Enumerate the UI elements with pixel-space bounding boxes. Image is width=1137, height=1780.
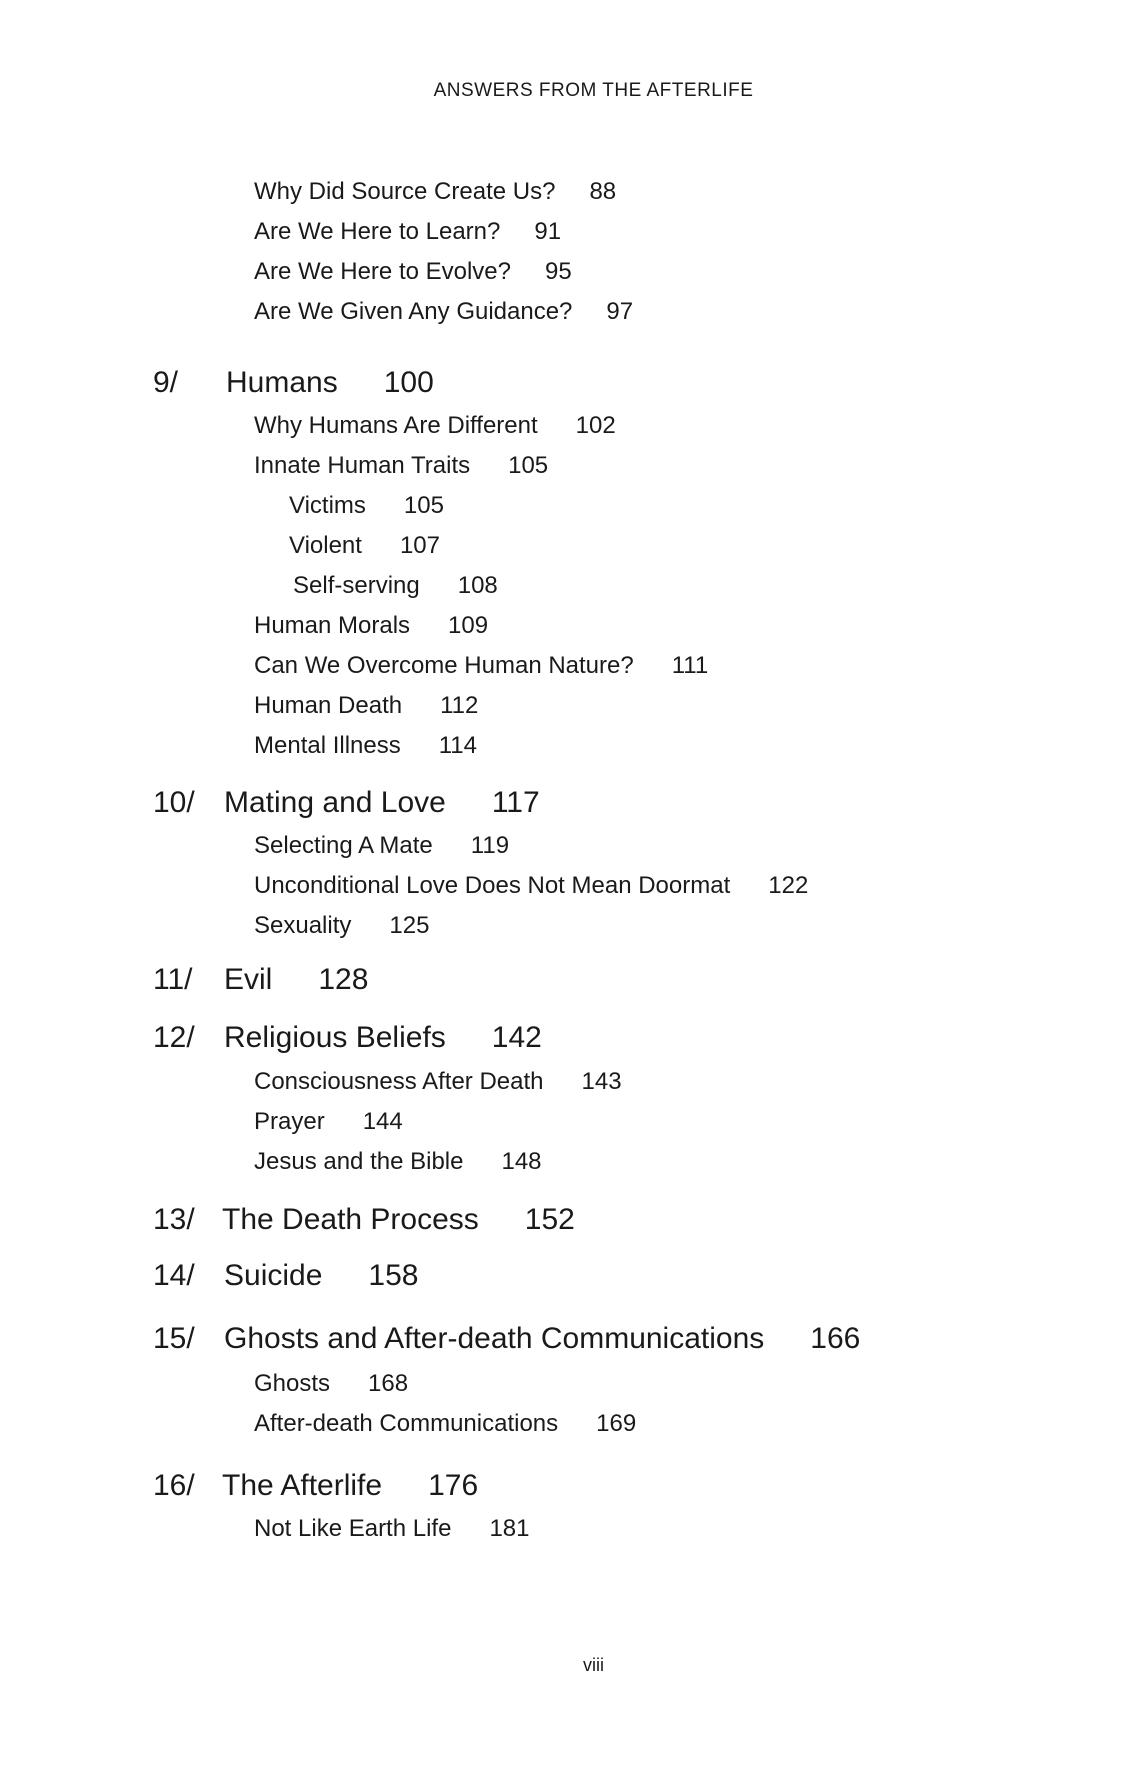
toc-entry-title: After-death Communications bbox=[254, 1410, 559, 1437]
toc-entry-page: 105 bbox=[403, 492, 444, 519]
toc-entry-page: 95 bbox=[545, 258, 572, 285]
toc-entry-page: 125 bbox=[389, 912, 430, 939]
chapter-page: 117 bbox=[491, 786, 540, 819]
toc-entry-title: Consciousness After Death bbox=[254, 1068, 544, 1095]
toc-entry[interactable] bbox=[254, 732, 477, 760]
toc-entry-page: 122 bbox=[768, 872, 809, 899]
toc-entry[interactable] bbox=[254, 1515, 529, 1543]
chapter-page: 100 bbox=[383, 366, 434, 399]
toc-entry-title: Human Morals bbox=[254, 612, 411, 639]
toc-entry[interactable] bbox=[254, 612, 488, 640]
toc-entry[interactable] bbox=[254, 298, 633, 326]
chapter-title: Religious Beliefs 142 bbox=[224, 1021, 542, 1054]
toc-entry[interactable] bbox=[254, 872, 808, 900]
toc-entry-title: Not Like Earth Life bbox=[254, 1515, 452, 1542]
toc-entry-title: Unconditional Love Does Not Mean Doormat bbox=[254, 872, 731, 899]
chapter-number: 12/ bbox=[153, 1021, 195, 1054]
toc-entry[interactable] bbox=[289, 492, 444, 520]
toc-entry[interactable] bbox=[254, 692, 478, 720]
toc-entry-page: 181 bbox=[489, 1515, 530, 1542]
toc-entry[interactable] bbox=[254, 452, 548, 480]
toc-entry-title: Jesus and the Bible bbox=[254, 1148, 464, 1175]
chapter-page: 128 bbox=[318, 963, 369, 996]
toc-entry[interactable] bbox=[254, 1410, 636, 1438]
toc-entry[interactable] bbox=[254, 1148, 542, 1176]
toc-entry-title: Violent bbox=[289, 532, 362, 559]
chapter-page: 142 bbox=[491, 1021, 542, 1054]
toc-entry-page: 168 bbox=[368, 1370, 409, 1397]
toc-entry-title: Are We Given Any Guidance? bbox=[254, 298, 573, 325]
chapter-page: 158 bbox=[368, 1259, 419, 1292]
chapter-number: 15/ bbox=[153, 1322, 195, 1355]
toc-entry[interactable] bbox=[254, 1068, 622, 1096]
toc-entry[interactable] bbox=[254, 218, 561, 246]
chapter-number: 13/ bbox=[153, 1203, 195, 1236]
toc-entry-page: 109 bbox=[448, 612, 489, 639]
toc-entry-page: 108 bbox=[457, 572, 498, 599]
chapter-number: 10/ bbox=[153, 786, 195, 819]
toc-entry-title: Why Did Source Create Us? bbox=[254, 178, 556, 205]
toc-entry[interactable] bbox=[289, 532, 440, 560]
toc-entry-title: Innate Human Traits bbox=[254, 452, 471, 479]
toc-entry[interactable] bbox=[254, 832, 509, 860]
chapter-number: 11/ bbox=[153, 963, 193, 996]
toc-entry-page: 102 bbox=[575, 412, 616, 439]
running-header: ANSWERS FROM THE AFTERLIFE bbox=[433, 80, 754, 101]
chapter-title: The Afterlife 176 bbox=[222, 1469, 479, 1502]
toc-entry-title: Sexuality bbox=[254, 912, 352, 939]
toc-entry-page: 111 bbox=[671, 652, 709, 679]
toc-entry-title: Are We Here to Evolve? bbox=[254, 258, 512, 285]
chapter-page: 166 bbox=[810, 1322, 861, 1355]
chapter-title: The Death Process 152 bbox=[222, 1203, 575, 1236]
chapter-title: Ghosts and After-death Communications 166 bbox=[224, 1322, 861, 1355]
toc-entry[interactable] bbox=[254, 1108, 403, 1136]
toc-entry-page: 114 bbox=[438, 732, 477, 759]
toc-entry-title: Can We Overcome Human Nature? bbox=[254, 652, 634, 679]
toc-entry-page: 97 bbox=[606, 298, 634, 325]
chapter-number: 9/ bbox=[153, 366, 179, 399]
toc-entry-title: Why Humans Are Different bbox=[254, 412, 538, 439]
chapter-title: Suicide 158 bbox=[224, 1259, 419, 1292]
toc-entry-page: 119 bbox=[470, 832, 510, 859]
toc-entry-title: Are We Here to Learn? bbox=[254, 218, 501, 245]
chapter-page: 152 bbox=[524, 1203, 575, 1236]
chapter-number: 14/ bbox=[153, 1259, 195, 1292]
toc-entry-title: Victims bbox=[289, 492, 366, 519]
toc-entry[interactable] bbox=[254, 178, 616, 206]
chapter-title: Humans 100 bbox=[226, 366, 434, 399]
toc-entry-page: 143 bbox=[581, 1068, 622, 1095]
toc-entry-title: Ghosts bbox=[254, 1370, 331, 1397]
toc-entry-page: 112 bbox=[440, 692, 479, 719]
toc-entry-title: Self-serving bbox=[293, 572, 420, 599]
toc-entry-title: Selecting A Mate bbox=[254, 832, 433, 859]
toc-entry-title: Prayer bbox=[254, 1108, 325, 1135]
toc-entry-page: 88 bbox=[589, 178, 617, 205]
toc-entry[interactable] bbox=[254, 258, 572, 286]
toc-entry[interactable] bbox=[254, 412, 616, 440]
toc-entry-page: 169 bbox=[596, 1410, 637, 1437]
chapter-title: Evil 128 bbox=[224, 963, 369, 996]
toc-entry[interactable] bbox=[254, 652, 708, 680]
toc-entry-title: Human Death bbox=[254, 692, 403, 719]
chapter-number: 16/ bbox=[153, 1469, 195, 1502]
toc-entry[interactable] bbox=[254, 912, 429, 940]
toc-entry-page: 107 bbox=[399, 532, 440, 559]
toc-entry-page: 148 bbox=[501, 1148, 542, 1175]
chapter-page: 176 bbox=[428, 1469, 479, 1502]
toc-entry[interactable] bbox=[293, 572, 498, 600]
page-number: viii bbox=[583, 1655, 604, 1675]
toc-entry-page: 144 bbox=[362, 1108, 403, 1135]
toc-entry-page: 91 bbox=[534, 218, 562, 245]
chapter-title: Mating and Love 117 bbox=[224, 786, 540, 819]
toc-entry-title: Mental Illness bbox=[254, 732, 401, 759]
toc-entry[interactable] bbox=[254, 1370, 408, 1398]
toc-entry-page: 105 bbox=[508, 452, 549, 479]
